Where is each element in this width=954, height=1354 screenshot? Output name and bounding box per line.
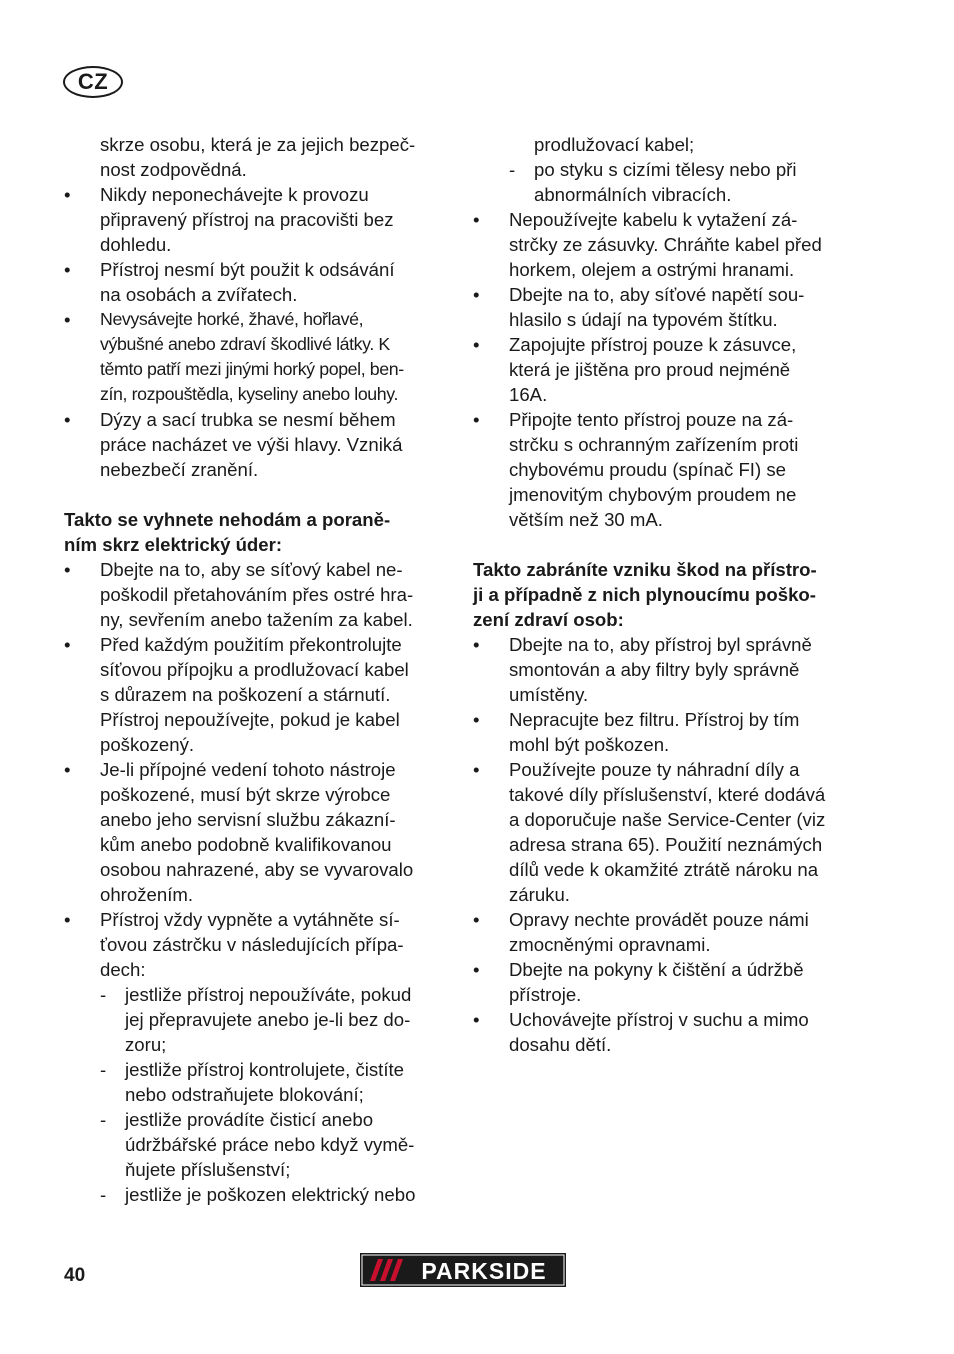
text-line: jestliže provádíte čisticí anebo [125, 1109, 374, 1130]
bullet-item [473, 1007, 865, 1057]
bullet-marker: • [64, 184, 71, 205]
text-line: Přístroj nepoužívejte, pokud je kabel [100, 709, 400, 730]
bullet-item [64, 757, 450, 907]
text-line: prodlužovací kabel; [534, 134, 695, 155]
item-text [473, 332, 865, 407]
paragraph-gap [64, 482, 450, 507]
item-text [473, 157, 865, 207]
text-line: zení zdraví osob: [473, 609, 624, 630]
text-line: smontován a aby filtry byly správně [509, 659, 800, 680]
dash-marker: - [509, 159, 516, 180]
text-line: horkem, olejem a ostrými hranami. [509, 259, 795, 280]
text-line: Nikdy neponechávejte k provozu [100, 184, 369, 205]
text-line: Nepoužívejte kabelu k vytažení zá- [509, 209, 798, 230]
item-text [64, 257, 450, 307]
text-line: přístroje. [509, 984, 582, 1005]
text-line: záruku. [509, 884, 570, 905]
text-line: ňujete příslušenství; [125, 1159, 291, 1180]
text-line: Dýzy a sací trubka se nesmí během [100, 409, 396, 430]
item-text [473, 757, 865, 907]
bullet-item [64, 257, 450, 307]
text-line: a doporučuje naše Service-Center (viz [509, 809, 826, 830]
dash-marker: - [100, 1184, 107, 1205]
text-line: jej přepravujete anebo je-li bez do- [125, 1009, 411, 1030]
text-line: Přístroj nesmí být použit k odsávání [100, 259, 395, 280]
text-line: abnormálních vibracích. [534, 184, 732, 205]
item-text [64, 557, 450, 632]
item-text [473, 907, 865, 957]
text-line: ním skrz elektrický úder: [64, 534, 283, 555]
bullet-marker: • [64, 559, 71, 580]
bullet-marker: • [473, 759, 480, 780]
text-line: strčky ze zásuvky. Chráňte kabel před [509, 234, 822, 255]
text-line: těmto patří mezi jinými horký popel, ben- [100, 359, 404, 379]
right-column [473, 132, 865, 1057]
bullet-marker: • [64, 259, 71, 280]
bullet-marker: • [64, 759, 71, 780]
text-line: poškozené, musí být skrze výrobce [100, 784, 391, 805]
bullet-marker: • [473, 334, 480, 355]
item-text [473, 957, 865, 1007]
left-column [64, 132, 450, 1207]
bullet-marker: • [473, 284, 480, 305]
bullet-item [473, 907, 865, 957]
item-text [473, 1007, 865, 1057]
item-text [473, 632, 865, 707]
text-line: jmenovitým chybovým proudem ne [509, 484, 797, 505]
text-line: práce nacházet ve výši hlavy. Vzniká [100, 434, 403, 455]
text-line: Je-li přípojné vedení tohoto nástroje [100, 759, 396, 780]
text-line: po styku s cizími tělesy nebo při [534, 159, 797, 180]
text-line: chybovému proudu (spínač FI) se [509, 459, 786, 480]
page-number: 40 [64, 1265, 86, 1286]
text-line: Připojte tento přístroj pouze na zá- [509, 409, 794, 430]
bullet-item [64, 632, 450, 757]
item-text [64, 632, 450, 757]
text-line: zmocněnými opravnami. [509, 934, 711, 955]
text-line: ohrožením. [100, 884, 194, 905]
item-text [64, 1057, 450, 1107]
text-line: umístěny. [509, 684, 589, 705]
text-line: Nevysávejte horké, žhavé, hořlavé, [100, 309, 364, 329]
text-line: Dbejte na to, aby síťové napětí sou- [509, 284, 805, 305]
text-line: anebo jeho servisní službu zákazní- [100, 809, 396, 830]
text-line: která je jištěna pro proud nejméně [509, 359, 791, 380]
text-line: jestliže přístroj nepoužíváte, pokud [125, 984, 412, 1005]
item-text [64, 307, 450, 407]
text-line: Přístroj vždy vypněte a vytáhněte sí- [100, 909, 400, 930]
parkside-logo [360, 1253, 566, 1287]
text-line: nebo odstraňujete blokování; [125, 1084, 364, 1105]
text-line: Používejte pouze ty náhradní díly a [509, 759, 800, 780]
text-line: poškozený. [100, 734, 195, 755]
text-line: 16A. [509, 384, 548, 405]
text-line: takové díly příslušenství, které dodává [509, 784, 826, 805]
bullet-marker: • [64, 634, 71, 655]
text-line: jestliže přístroj kontrolujete, čistíte [125, 1059, 405, 1080]
text-line: Dbejte na to, aby se síťový kabel ne- [100, 559, 403, 580]
text-line: výbušné anebo zdraví škodlivé látky. K [100, 334, 390, 354]
text-line: strčku s ochranným zařízením proti [509, 434, 799, 455]
bullet-item [64, 182, 450, 257]
text-line: kům anebo podobně kvalifikovanou [100, 834, 392, 855]
text-line: nost zodpovědná. [100, 159, 247, 180]
bullet-item [473, 957, 865, 1007]
item-text [473, 282, 865, 332]
text-line: Opravy nechte provádět pouze námi [509, 909, 809, 930]
language-code: CZ [77, 69, 109, 94]
text-line: dohledu. [100, 234, 172, 255]
dash-item [64, 1107, 450, 1182]
text-line: dosahu dětí. [509, 1034, 612, 1055]
text-line: větším než 30 mA. [509, 509, 663, 530]
item-text [64, 1182, 450, 1207]
text-line: skrze osobu, která je za jejich bezpeč- [100, 134, 416, 155]
dash-item [64, 982, 450, 1057]
dash-marker: - [100, 984, 107, 1005]
text-line: ťovou zástrčku v následujících přípa- [100, 934, 404, 955]
bullet-marker: • [64, 909, 71, 930]
text-line: dílů vede k okamžité ztrátě nároku na [509, 859, 819, 880]
item-text [473, 407, 865, 532]
text-line: Takto se vyhnete nehodám a poraně- [64, 509, 391, 530]
bullet-marker: • [64, 309, 71, 330]
item-text [473, 207, 865, 282]
text-line: zín, rozpouštědla, kyseliny anebo louhy. [100, 384, 398, 404]
text-line: mohl být poškozen. [509, 734, 670, 755]
dash-marker: - [100, 1109, 107, 1130]
bullet-item [473, 407, 865, 532]
logo-wordmark: PARKSIDE [421, 1258, 547, 1284]
text-line: Nepracujte bez filtru. Přístroj by tím [509, 709, 800, 730]
text-line: adresa strana 65). Použití neznámých [509, 834, 823, 855]
text-line: Zapojujte přístroj pouze k zásuvce, [509, 334, 797, 355]
item-text [64, 1107, 450, 1182]
bullet-marker: • [473, 209, 480, 230]
bullet-marker: • [473, 709, 480, 730]
dash-marker: - [100, 1059, 107, 1080]
bullet-item [473, 632, 865, 707]
item-text [64, 182, 450, 257]
dash-item [473, 157, 865, 207]
item-text [64, 982, 450, 1057]
bullet-item [64, 307, 450, 407]
item-text [473, 707, 865, 757]
text-line: Před každým použitím překontrolujte [100, 634, 402, 655]
text-line: ji a případně z nich plynoucímu poško- [473, 584, 816, 605]
text-line: ny, sevřením anebo tažením za kabel. [100, 609, 413, 630]
text-line: Takto zabráníte vzniku škod na přístro- [473, 559, 817, 580]
bullet-marker: • [473, 1009, 480, 1030]
text-line: hlasilo s údají na typovém štítku. [509, 309, 778, 330]
bullet-item [473, 332, 865, 407]
bullet-marker: • [473, 959, 480, 980]
text-line: poškodil přetahováním přes ostré hra- [100, 584, 414, 605]
bullet-marker: • [473, 634, 480, 655]
bullet-marker: • [473, 909, 480, 930]
bullet-item [473, 207, 865, 282]
paragraph-gap [473, 532, 865, 557]
text-line: Dbejte na pokyny k čištění a údržbě [509, 959, 804, 980]
text-line: s důrazem na poškození a stárnutí. [100, 684, 391, 705]
text-line: Uchovávejte přístroj v suchu a mimo [509, 1009, 809, 1030]
bullet-item [473, 282, 865, 332]
dash-item [64, 1182, 450, 1207]
text-line: Dbejte na to, aby přístroj byl správně [509, 634, 812, 655]
bullet-item [64, 557, 450, 632]
item-text [64, 407, 450, 482]
item-text [64, 907, 450, 982]
text-line: dech: [100, 959, 146, 980]
text-line: údržbářské práce nebo když vymě- [125, 1134, 415, 1155]
item-text [64, 757, 450, 907]
dash-item [64, 1057, 450, 1107]
bullet-item [64, 907, 450, 982]
text-line: na osobách a zvířatech. [100, 284, 298, 305]
text-line: připravený přístroj na pracovišti bez [100, 209, 394, 230]
text-line: osobou nahrazené, aby se vyvarovalo [100, 859, 414, 880]
text-line: síťovou přípojku a prodlužovací kabel [100, 659, 409, 680]
bullet-marker: • [64, 409, 71, 430]
bullet-marker: • [473, 409, 480, 430]
text-line: jestliže je poškozen elektrický nebo [125, 1184, 416, 1205]
bullet-item [473, 757, 865, 907]
text-line: nebezbečí zranění. [100, 459, 259, 480]
text-line: zoru; [125, 1034, 167, 1055]
bullet-item [473, 707, 865, 757]
language-badge [63, 66, 123, 98]
bullet-item [64, 407, 450, 482]
